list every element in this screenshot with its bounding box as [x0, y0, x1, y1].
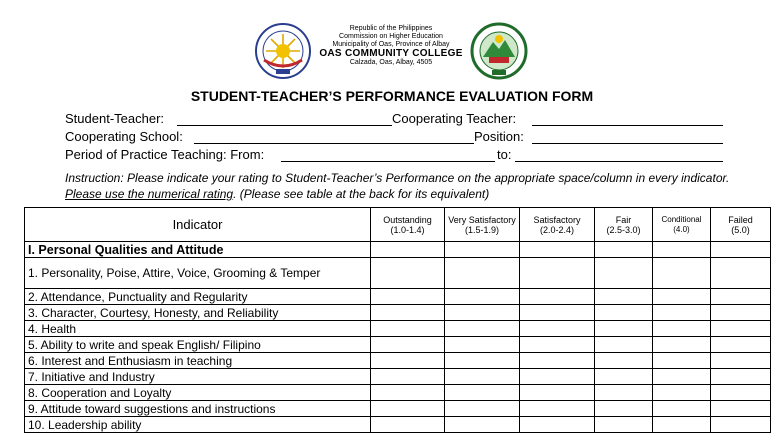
- republic-text: Republic of the Philippines: [349, 25, 433, 32]
- rating-cell[interactable]: [371, 417, 445, 433]
- rating-cell[interactable]: [711, 242, 771, 258]
- col-name: Outstanding: [383, 214, 432, 225]
- rating-cell[interactable]: [371, 289, 445, 305]
- college-name: OAS COMMUNITY COLLEGE: [319, 48, 463, 59]
- rating-cell[interactable]: [445, 401, 520, 417]
- rating-cell[interactable]: [711, 417, 771, 433]
- period-to-field[interactable]: [515, 148, 723, 162]
- rating-cell[interactable]: [371, 258, 445, 289]
- col-name: Conditional: [661, 214, 702, 224]
- rating-cell[interactable]: [371, 385, 445, 401]
- col-name: Satisfactory: [533, 214, 581, 225]
- rating-cell[interactable]: [653, 242, 711, 258]
- col-header-conditional: [653, 208, 711, 242]
- col-header-satisfactory: [520, 208, 595, 242]
- rating-cell[interactable]: [520, 242, 595, 258]
- rating-cell[interactable]: [653, 417, 711, 433]
- rating-cell[interactable]: [653, 305, 711, 321]
- rating-cell[interactable]: [711, 385, 771, 401]
- indicator-label: 7. Initiative and Industry: [25, 369, 371, 385]
- rating-cell[interactable]: [445, 417, 520, 433]
- indicator-header: Indicator: [25, 208, 371, 242]
- indicator-label: 5. Ability to write and speak English/ Filipino: [25, 337, 371, 353]
- instruction-part2: . (Please see table at the back for its equivalent): [233, 187, 490, 201]
- rating-cell[interactable]: [520, 305, 595, 321]
- indicator-label: 6. Interest and Enthusiasm in teaching: [25, 353, 371, 369]
- rating-cell[interactable]: [371, 242, 445, 258]
- instruction-text: [65, 170, 745, 202]
- rating-cell[interactable]: [371, 337, 445, 353]
- rating-cell[interactable]: [595, 258, 653, 289]
- rating-cell[interactable]: [445, 337, 520, 353]
- rating-cell[interactable]: [711, 289, 771, 305]
- rating-cell[interactable]: [520, 337, 595, 353]
- rating-cell[interactable]: [520, 417, 595, 433]
- rating-cell[interactable]: [653, 353, 711, 369]
- position-row: [474, 129, 524, 145]
- rating-cell[interactable]: [445, 369, 520, 385]
- table-row: [25, 289, 771, 305]
- rating-cell[interactable]: [445, 305, 520, 321]
- rating-cell[interactable]: [653, 321, 711, 337]
- evaluation-table: [24, 207, 771, 433]
- rating-cell[interactable]: [371, 353, 445, 369]
- rating-cell[interactable]: [520, 321, 595, 337]
- rating-cell[interactable]: [445, 385, 520, 401]
- rating-cell[interactable]: [520, 289, 595, 305]
- municipality-text: Municipality of Oas, Province of Albay: [332, 41, 450, 48]
- rating-cell[interactable]: [711, 305, 771, 321]
- col-range: (4.0): [673, 224, 690, 234]
- col-range: (2.0-2.4): [539, 224, 574, 235]
- cooperating-teacher-label: Cooperating Teacher:: [392, 111, 517, 126]
- rating-cell[interactable]: [595, 385, 653, 401]
- rating-cell[interactable]: [653, 337, 711, 353]
- col-range: (2.5-3.0): [606, 224, 641, 235]
- rating-cell[interactable]: [520, 401, 595, 417]
- instruction-part1: Instruction: Please indicate your rating to Student-Teacher’s Performance on the appropriate space/column in every indicator.: [65, 171, 730, 185]
- rating-cell[interactable]: [595, 369, 653, 385]
- table-row: [25, 417, 771, 433]
- letterhead: [0, 22, 784, 80]
- col-header-very-satisfactory: [445, 208, 520, 242]
- rating-cell[interactable]: [445, 258, 520, 289]
- to-row: [497, 147, 511, 163]
- rating-cell[interactable]: [711, 401, 771, 417]
- commission-text: Commission on Higher Education: [339, 33, 443, 40]
- ched-seal-logo: [252, 22, 314, 80]
- col-header-outstanding: [371, 208, 445, 242]
- rating-cell[interactable]: [653, 369, 711, 385]
- col-header-failed: [711, 208, 771, 242]
- rating-cell[interactable]: [711, 258, 771, 289]
- cooperating-teacher-row: [392, 111, 516, 127]
- indicator-label: 8. Cooperation and Loyalty: [25, 385, 371, 401]
- col-header-fair: [595, 208, 653, 242]
- section-row: [25, 242, 771, 258]
- rating-cell[interactable]: [595, 353, 653, 369]
- rating-cell[interactable]: [371, 321, 445, 337]
- rating-cell[interactable]: [711, 369, 771, 385]
- rating-cell[interactable]: [445, 353, 520, 369]
- cooperating-school-label: Cooperating School:: [65, 129, 183, 144]
- rating-cell[interactable]: [445, 321, 520, 337]
- table-row: [25, 385, 771, 401]
- rating-cell[interactable]: [653, 258, 711, 289]
- instruction-underlined: Please use the numerical rating: [65, 187, 234, 201]
- indicator-label: 10. Leadership ability: [25, 417, 371, 433]
- table-row: [25, 369, 771, 385]
- rating-cell[interactable]: [711, 353, 771, 369]
- rating-cell[interactable]: [595, 305, 653, 321]
- indicator-label: 4. Health: [25, 321, 371, 337]
- rating-cell[interactable]: [520, 353, 595, 369]
- rating-cell[interactable]: [595, 321, 653, 337]
- rating-cell[interactable]: [371, 369, 445, 385]
- rating-cell[interactable]: [595, 401, 653, 417]
- rating-cell[interactable]: [520, 369, 595, 385]
- col-range: (1.0-1.4): [390, 224, 425, 235]
- rating-cell[interactable]: [653, 385, 711, 401]
- period-label: Period of Practice Teaching: From:: [65, 147, 265, 162]
- indicator-label: 2. Attendance, Punctuality and Regularity: [25, 289, 371, 305]
- col-range: (5.0): [731, 224, 750, 235]
- rating-cell[interactable]: [371, 401, 445, 417]
- rating-cell[interactable]: [595, 242, 653, 258]
- rating-cell[interactable]: [595, 289, 653, 305]
- indicator-label: 9. Attitude toward suggestions and instructions: [25, 401, 371, 417]
- cooperating-teacher-field[interactable]: [532, 112, 723, 126]
- rating-cell[interactable]: [371, 305, 445, 321]
- student-teacher-row: [65, 111, 164, 127]
- table-row: [25, 258, 771, 289]
- section-title: I. Personal Qualities and Attitude: [25, 242, 371, 258]
- table-row: [25, 321, 771, 337]
- rating-cell[interactable]: [653, 401, 711, 417]
- rating-cell[interactable]: [520, 385, 595, 401]
- rating-cell[interactable]: [595, 417, 653, 433]
- period-from-field[interactable]: [281, 148, 495, 162]
- to-label: to:: [497, 147, 512, 162]
- rating-cell[interactable]: [445, 242, 520, 258]
- col-name: Very Satisfactory: [448, 214, 516, 225]
- rating-cell[interactable]: [711, 321, 771, 337]
- table-row: [25, 337, 771, 353]
- form-title: STUDENT-TEACHER’S PERFORMANCE EVALUATION FORM: [190, 88, 594, 104]
- position-field[interactable]: [532, 130, 723, 144]
- indicator-label: 3. Character, Courtesy, Honesty, and Reliability: [25, 305, 371, 321]
- occ-seal-logo: [467, 22, 531, 80]
- cooperating-school-row: [65, 129, 183, 145]
- rating-cell[interactable]: [653, 289, 711, 305]
- col-name: Fair: [615, 214, 632, 225]
- cooperating-school-field[interactable]: [194, 130, 474, 144]
- col-name: Failed: [728, 214, 753, 225]
- period-row: [65, 147, 264, 163]
- col-range: (1.5-1.9): [464, 224, 499, 235]
- student-teacher-label: Student-Teacher:: [65, 111, 165, 126]
- student-teacher-field[interactable]: [177, 112, 392, 126]
- rating-cell[interactable]: [711, 337, 771, 353]
- rating-cell[interactable]: [445, 289, 520, 305]
- position-label: Position:: [474, 129, 524, 144]
- rating-cell[interactable]: [520, 258, 595, 289]
- table-header-row: [25, 208, 771, 242]
- table-row: [25, 305, 771, 321]
- college-address: Calzada, Oas, Albay, 4505: [349, 59, 433, 66]
- table-row: [25, 353, 771, 369]
- indicator-label: 1. Personality, Poise, Attire, Voice, Grooming & Temper: [25, 258, 371, 289]
- rating-cell[interactable]: [595, 337, 653, 353]
- table-row: [25, 401, 771, 417]
